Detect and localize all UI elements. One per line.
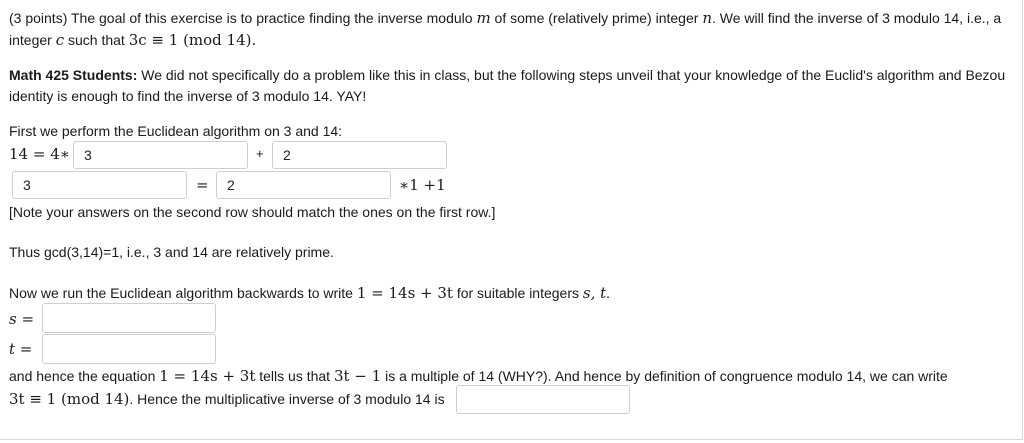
var-n: n	[702, 9, 712, 27]
conclusion-text: . Hence the multiplicative inverse of 3 modulo 14 is	[129, 391, 445, 407]
s-label: s =	[9, 310, 35, 328]
backwards-statement	[9, 283, 610, 303]
row1-remainder-input[interactable]	[272, 141, 447, 169]
congruence-equation: 3c ≡ 1 (mod 14).	[128, 31, 257, 49]
backwards-text: Now we run the Euclidean algorithm backwards to write	[9, 285, 357, 301]
intro-line-2	[9, 30, 256, 50]
s-input[interactable]	[42, 303, 216, 333]
t-input[interactable]	[42, 334, 216, 364]
gcd-statement: Thus gcd(3,14)=1, i.e., 3 and 14 are relatively prime.	[9, 244, 334, 260]
t-label: t =	[9, 340, 33, 358]
multiple-expression: 3t − 1	[333, 367, 382, 385]
note-line-1	[9, 65, 1005, 85]
row2-suffix: ∗1 +1	[399, 176, 446, 194]
bezout-equation: 1 = 14s + 3t	[356, 284, 453, 302]
var-c: c	[55, 31, 65, 49]
intro-text: (3 points) The goal of this exercise is to practice finding the inverse modulo	[9, 10, 477, 26]
intro-text: integer	[9, 32, 56, 48]
intro-text: . We will find the inverse of 3 modulo 14, i.e., a	[711, 10, 1002, 26]
intro-text: such that	[64, 32, 129, 48]
euclid-heading: First we perform the Euclidean algorithm on 3 and 14:	[9, 123, 343, 139]
inverse-answer-input[interactable]	[456, 385, 630, 414]
conclusion-text: is a multiple of 14 (WHY?). And hence by definition of congruence modulo 14, we can write	[381, 368, 948, 384]
row2-divisor-input[interactable]	[216, 171, 391, 199]
euclid-note: [Note your answers on the second row should match the ones on the first row.]	[9, 204, 496, 220]
vars-st: s, t	[582, 284, 607, 302]
conclusion-text: and hence the equation	[9, 368, 160, 384]
row2-equals: =	[196, 176, 209, 194]
row1-quotient-input[interactable]	[73, 141, 248, 169]
note-text: We did not specifically do a problem like this in class, but the following steps unveil that your knowledge of the Euclid's algorithm and Bezou	[137, 67, 1006, 83]
note-label: Math 425 Students:	[9, 67, 138, 83]
intro-line-1	[9, 8, 1001, 28]
row2-dividend-input[interactable]	[12, 171, 187, 199]
intro-text: of some (relatively prime) integer	[490, 10, 703, 26]
conclusion-line-1	[9, 366, 948, 386]
row1-prefix: 14 = 4∗	[9, 145, 70, 163]
row1-plus: +	[256, 146, 264, 161]
note-line-2: identity is enough to find the inverse of 3 modulo 14. YAY!	[9, 88, 367, 104]
congruence-equation: 3t ≡ 1 (mod 14)	[9, 390, 130, 408]
backwards-text: .	[606, 285, 611, 301]
backwards-text: for suitable integers	[452, 285, 583, 301]
conclusion-text: tells us that	[255, 368, 334, 384]
conclusion-line-2	[9, 389, 445, 409]
var-m: m	[476, 9, 491, 27]
bezout-equation: 1 = 14s + 3t	[159, 367, 256, 385]
